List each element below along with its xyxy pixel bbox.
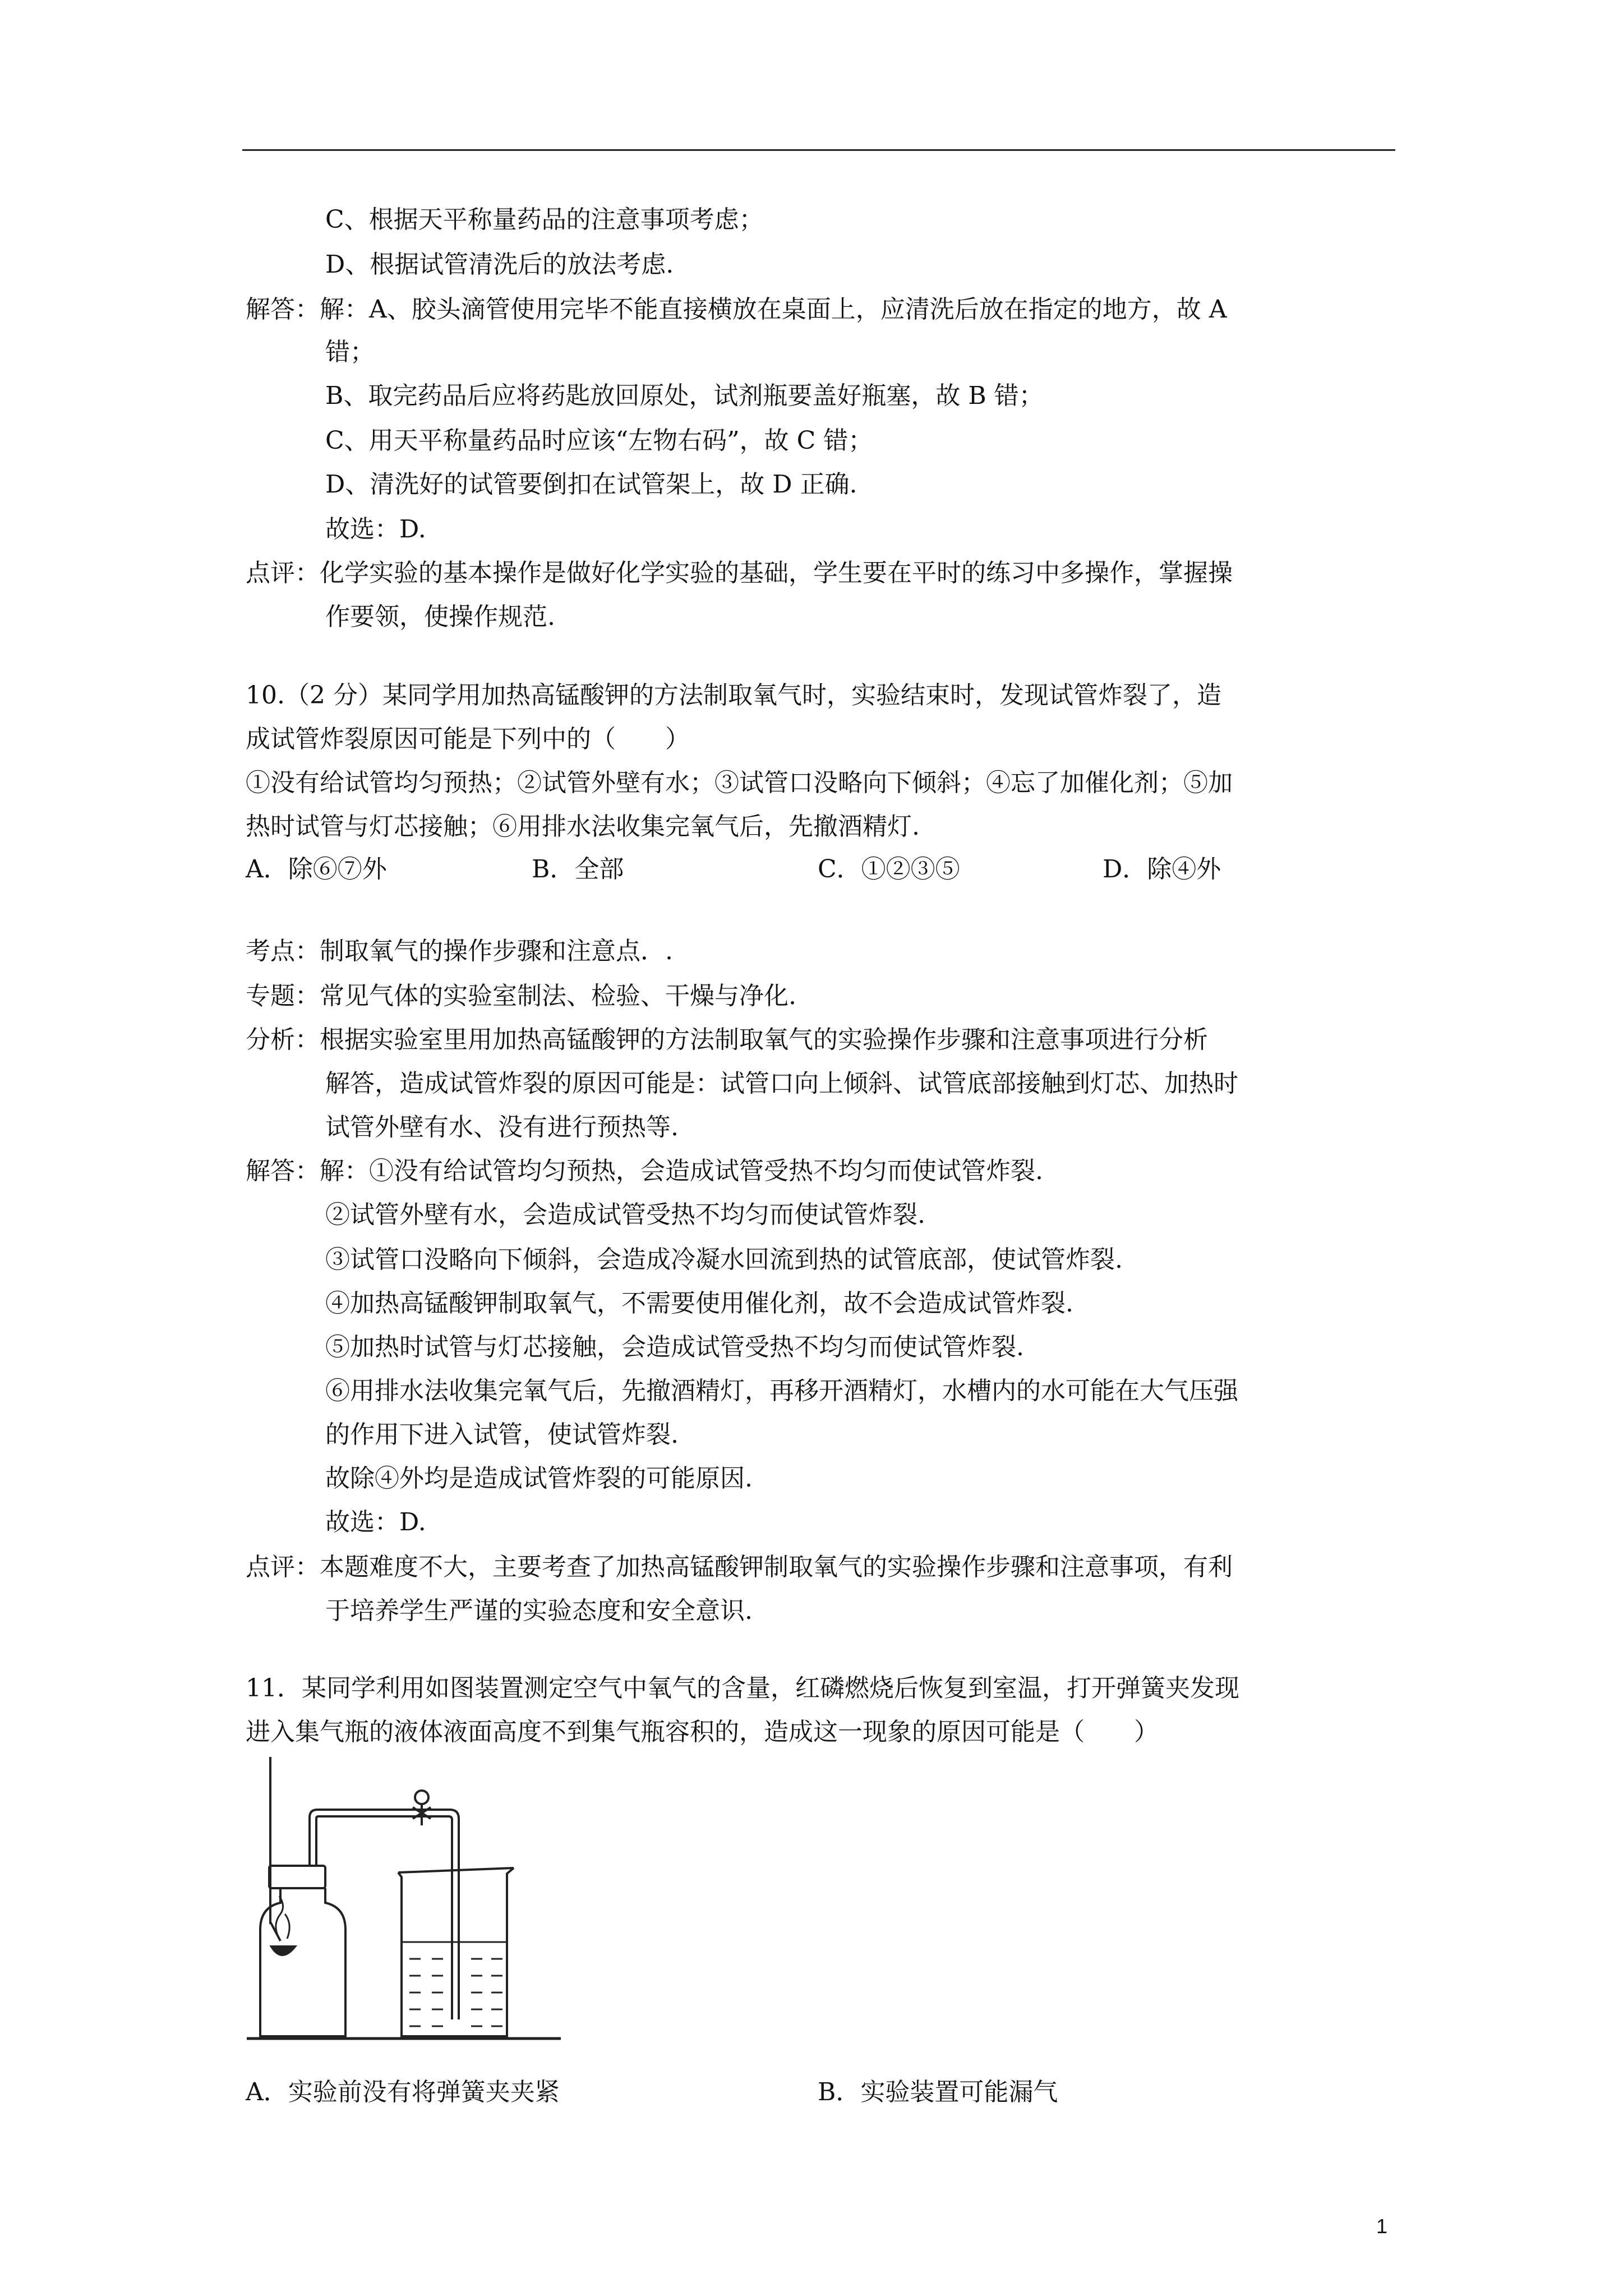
q10-option-b: B．全部 bbox=[532, 855, 624, 884]
text-line: ③试管口没略向下倾斜，会造成冷凝水回流到热的试管底部，使试管炸裂. bbox=[325, 1245, 1123, 1274]
text-line: 试管外壁有水、没有进行预热等. bbox=[325, 1113, 679, 1142]
text-line: 故选：D. bbox=[325, 1508, 426, 1536]
text-line: 专题：常见气体的实验室制法、检验、干燥与净化. bbox=[246, 982, 796, 1010]
text-line: ④加热高锰酸钾制取氧气，不需要使用催化剂，故不会造成试管炸裂. bbox=[325, 1289, 1073, 1318]
question-10-items: 热时试管与灯芯接触；⑥用排水法收集完氧气后，先撤酒精灯. bbox=[246, 812, 920, 841]
text-line: 故除④外均是造成试管炸裂的可能原因. bbox=[325, 1464, 753, 1493]
text-line: ⑥用排水法收集完氧气后，先撤酒精灯，再移开酒精灯，水槽内的水可能在大气压强 bbox=[325, 1377, 1238, 1405]
apparatus-figure bbox=[247, 1756, 561, 2047]
text-line: C、根据天平称量药品的注意事项考虑； bbox=[325, 205, 764, 234]
q10-option-a: A．除⑥⑦外 bbox=[246, 855, 387, 884]
text-line: 故选：D. bbox=[325, 515, 426, 544]
q11-option-b: B．实验装置可能漏气 bbox=[818, 2078, 1058, 2106]
text-line: 分析：根据实验室里用加热高锰酸钾的方法制取氧气的实验操作步骤和注意事项进行分析 bbox=[246, 1025, 1208, 1054]
text-line: C、用天平称量药品时应该“左物右码”，故 C 错； bbox=[325, 426, 873, 455]
question-11-stem: 进入集气瓶的液体液面高度不到集气瓶容积的，造成这一现象的原因可能是（ ） bbox=[246, 1718, 1159, 1746]
text-line: 解答：解：①没有给试管均匀预热，会造成试管受热不均匀而使试管炸裂. bbox=[246, 1157, 1043, 1185]
question-10-items: ①没有给试管均匀预热；②试管外壁有水；③试管口没略向下倾斜；④忘了加催化剂；⑤加 bbox=[246, 769, 1233, 797]
q10-option-d: D．除④外 bbox=[1103, 855, 1221, 884]
text-line: 作要领，使操作规范. bbox=[325, 602, 555, 631]
text-line: 于培养学生严谨的实验态度和安全意识. bbox=[325, 1596, 753, 1625]
question-10-stem: 10.（2 分）某同学用加热高锰酸钾的方法制取氧气时，实验结束时，发现试管炸裂了，造 bbox=[246, 681, 1221, 710]
page-number: 1 bbox=[1376, 2215, 1388, 2238]
text-line: D、清洗好的试管要倒扣在试管架上，故 D 正确. bbox=[325, 470, 857, 499]
text-line: 的作用下进入试管，使试管炸裂. bbox=[325, 1420, 679, 1449]
q11-option-a: A．实验前没有将弹簧夹夹紧 bbox=[246, 2078, 560, 2106]
text-line: 解答，造成试管炸裂的原因可能是：试管口向上倾斜、试管底部接触到灯芯、加热时 bbox=[325, 1069, 1238, 1098]
text-line: ⑤加热时试管与灯芯接触，会造成试管受热不均匀而使试管炸裂. bbox=[325, 1333, 1024, 1361]
text-line: ②试管外壁有水，会造成试管受热不均匀而使试管炸裂. bbox=[325, 1200, 925, 1229]
q10-option-c: C．①②③⑤ bbox=[818, 855, 960, 884]
text-line: 解答：解：A、胶头滴管使用完毕不能直接横放在桌面上，应清洗后放在指定的地方，故 A bbox=[246, 295, 1227, 324]
text-line: 考点：制取氧气的操作步骤和注意点．. bbox=[246, 937, 673, 965]
question-10-stem: 成试管炸裂原因可能是下列中的（ ） bbox=[246, 725, 690, 753]
header-rule bbox=[242, 149, 1395, 151]
text-line: 错； bbox=[325, 338, 375, 366]
text-line: D、根据试管清洗后的放法考虑. bbox=[325, 250, 674, 279]
text-line: 点评：化学实验的基本操作是做好化学实验的基础，学生要在平时的练习中多操作，掌握操 bbox=[246, 559, 1233, 587]
text-line: B、取完药品后应将药匙放回原处，试剂瓶要盖好瓶塞，故 B 错； bbox=[325, 381, 1044, 410]
question-11-stem: 11．某同学利用如图装置测定空气中氧气的含量，红磷燃烧后恢复到室温，打开弹簧夹发现 bbox=[246, 1674, 1239, 1703]
text-line: 点评：本题难度不大，主要考查了加热高锰酸钾制取氧气的实验操作步骤和注意事项，有利 bbox=[246, 1553, 1233, 1581]
